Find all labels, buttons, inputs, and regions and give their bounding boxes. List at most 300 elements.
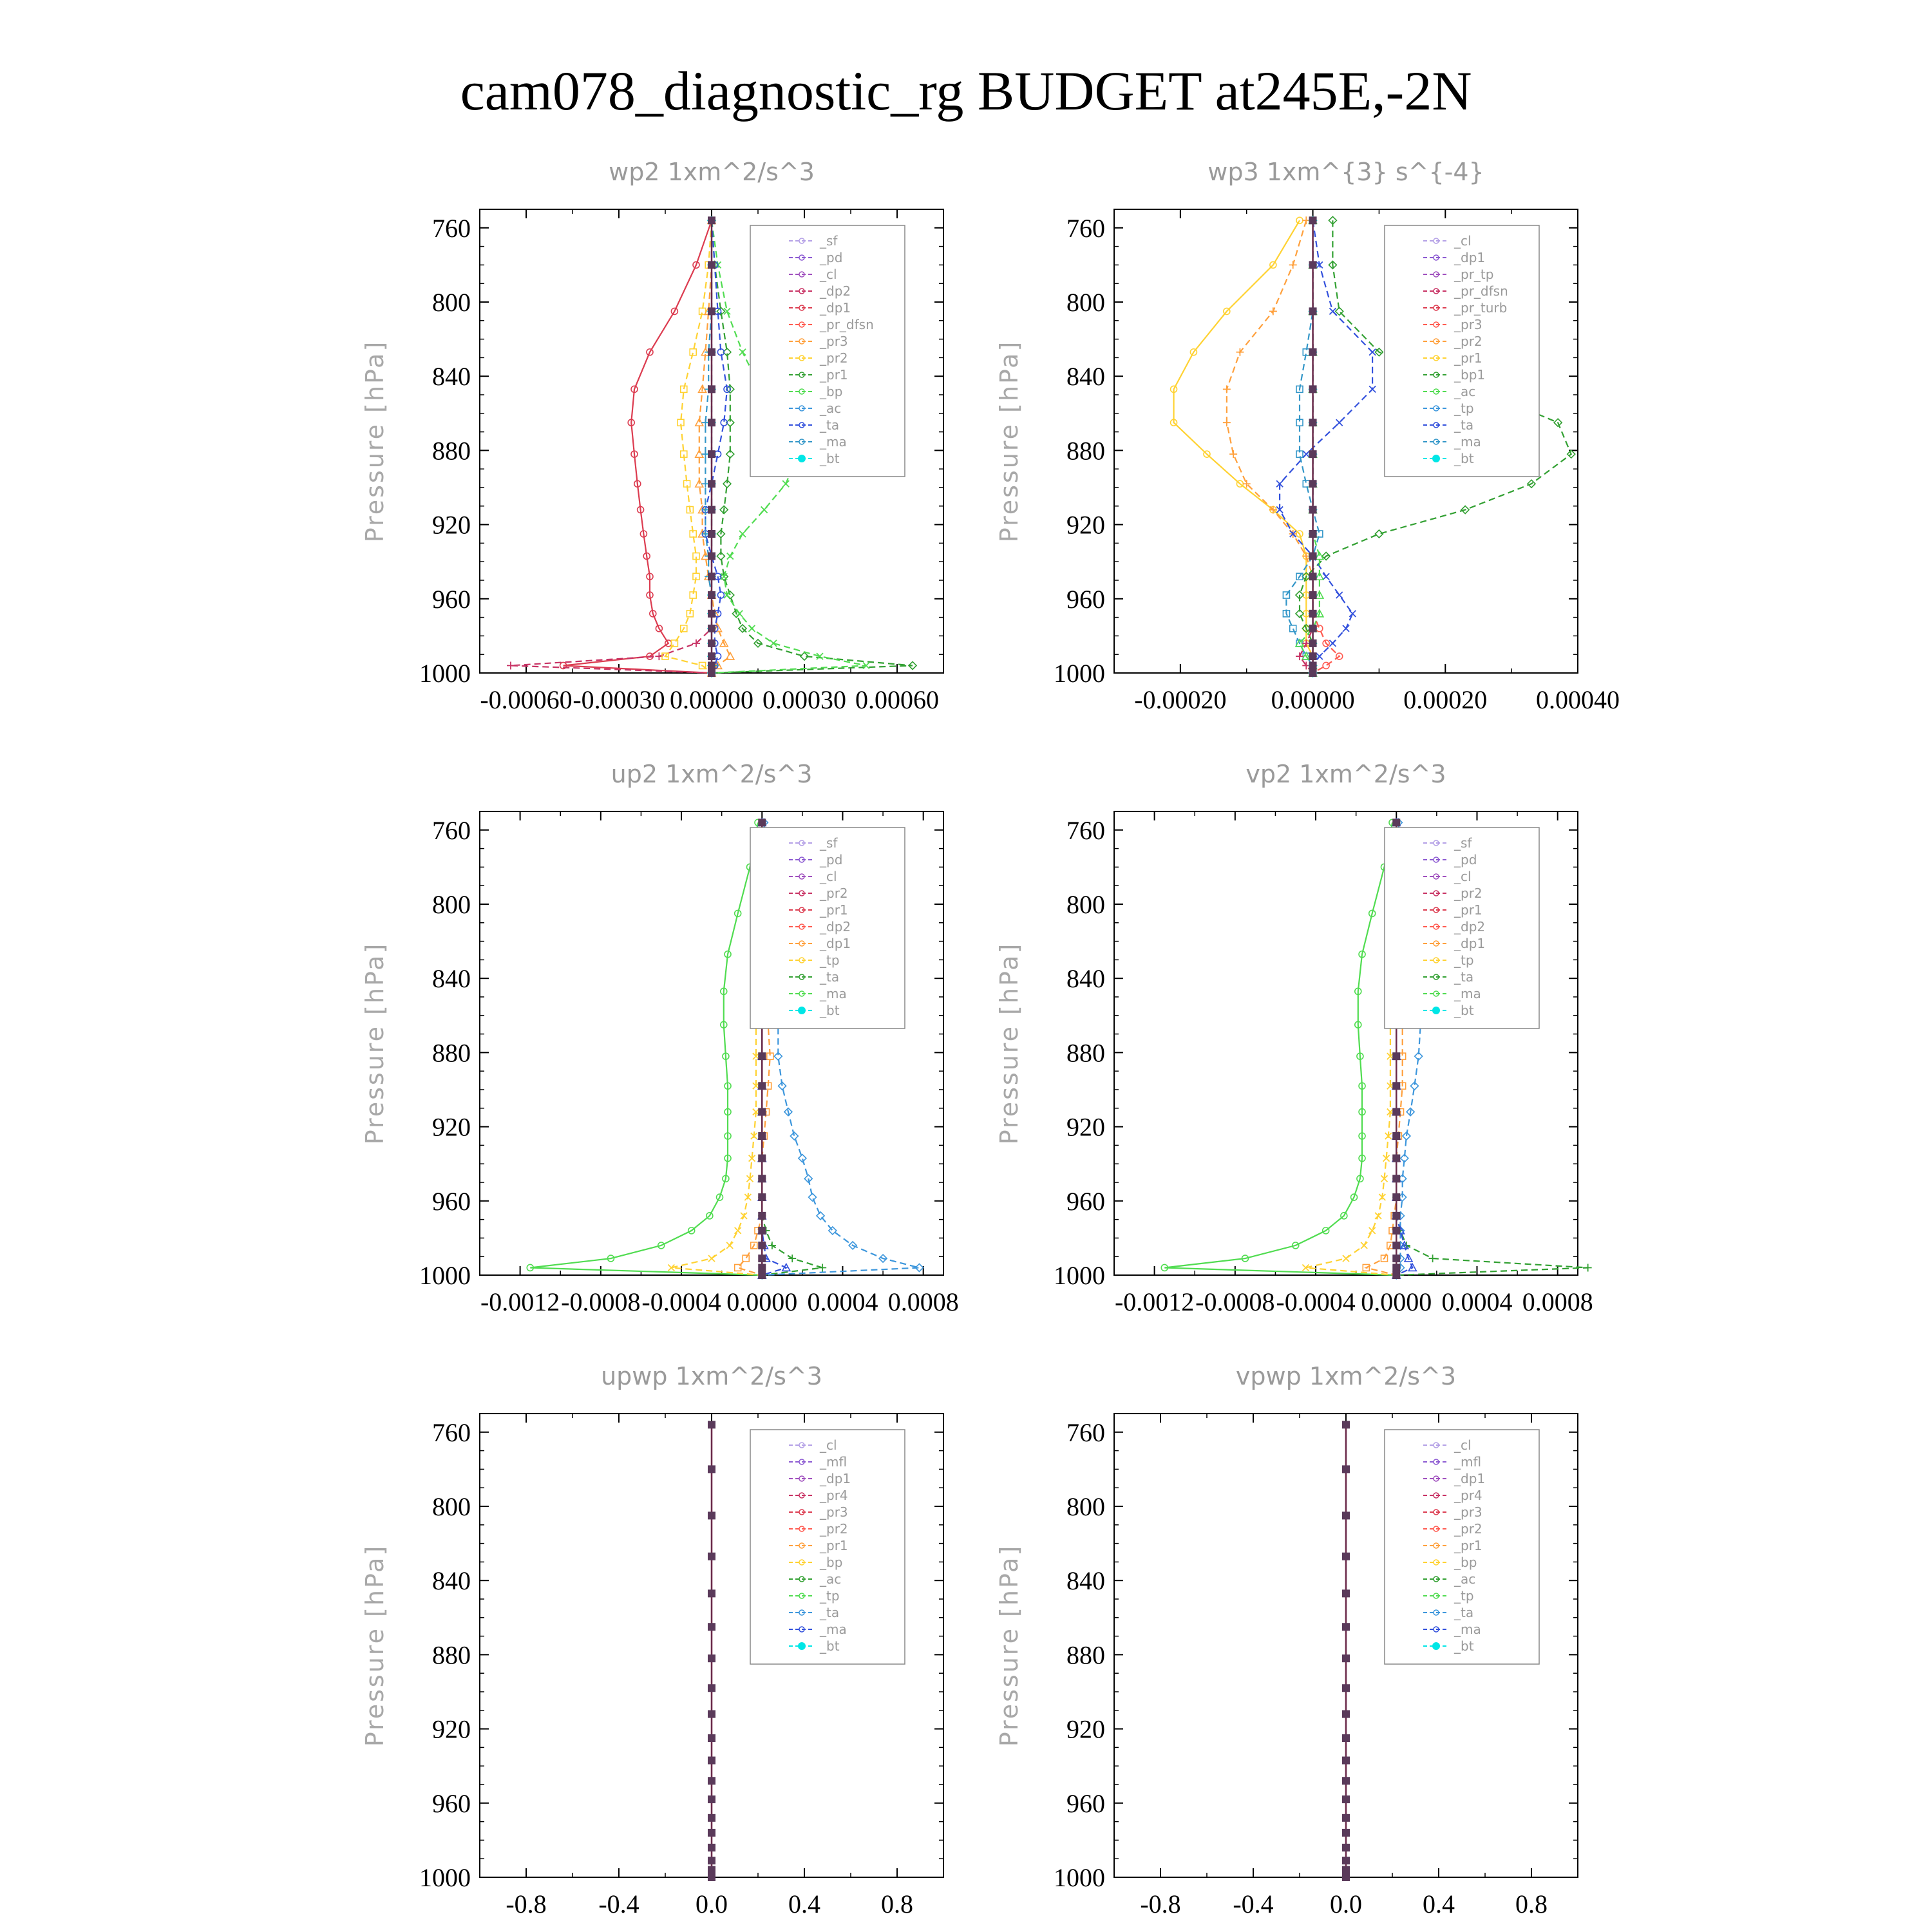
legend-label: _dp1 [1454, 936, 1486, 951]
y-tick-label: 920 [1066, 1112, 1105, 1142]
zero-marker [708, 307, 715, 315]
legend-label: _pr3 [820, 334, 848, 349]
x-tick-label: 0.0004 [807, 1287, 878, 1316]
y-tick-label: 920 [432, 1112, 471, 1142]
zero-marker [708, 1465, 715, 1473]
legend-label: _sf [820, 233, 838, 249]
legend-label: _bt [820, 1003, 840, 1018]
legend-marker [1432, 1642, 1440, 1650]
y-tick-label: 760 [1066, 1417, 1105, 1447]
legend-label: _ac [1454, 384, 1476, 399]
x-tick-label: -0.00060 [480, 685, 573, 714]
data-point_pr2 [1223, 385, 1231, 393]
zero-marker [1309, 652, 1317, 660]
x-tick-label: -0.8 [506, 1889, 547, 1918]
data-point_bp [727, 553, 734, 560]
zero-marker [708, 1589, 715, 1597]
zero-marker [708, 450, 715, 458]
series-line_pr1 [1174, 220, 1313, 673]
legend-label: _pr2 [820, 1521, 848, 1537]
x-tick-label: 0.00000 [1271, 685, 1355, 714]
y-tick-label: 880 [432, 1640, 471, 1670]
y-tick-label: 800 [432, 890, 471, 919]
y-tick-label: 840 [1066, 362, 1105, 392]
zero-marker [708, 419, 715, 426]
zero-marker [708, 1553, 715, 1560]
data-point_dp2 [788, 1255, 796, 1262]
legend-label: _ma [1454, 986, 1481, 1001]
y-tick-label: 840 [432, 964, 471, 994]
x-tick-label: -0.0012 [1114, 1287, 1195, 1316]
legend-label: _pr2 [820, 350, 848, 366]
legend-label: _bp [820, 384, 843, 399]
panel-title: vp2 1xm^2/s^3 [1245, 760, 1446, 788]
y-tick-label: 1000 [419, 659, 471, 688]
zero-marker [1309, 506, 1317, 514]
legend-label: _pd [820, 250, 843, 265]
data-point_pr2 [1223, 419, 1231, 426]
legend-label: _cl [820, 869, 837, 884]
chart-panel-1 [361, 158, 943, 714]
x-tick-label: -0.0004 [641, 1287, 721, 1316]
x-tick-label: 0.8 [1515, 1889, 1548, 1918]
x-tick-label: 0.0004 [1441, 1287, 1513, 1316]
x-tick-label: 0.00040 [1536, 685, 1620, 714]
series-line_dp1 [530, 822, 762, 1275]
zero-marker [708, 261, 715, 269]
x-tick-label: 0.00060 [855, 685, 939, 714]
legend-label: _sf [1454, 835, 1472, 851]
zero-marker [708, 1684, 715, 1692]
x-tick-label: 0.00020 [1403, 685, 1488, 714]
y-axis-label: Pressure [hPa] [361, 339, 389, 543]
series-line_dp1 [564, 220, 712, 673]
legend-label: _pr2 [820, 886, 848, 901]
legend-label: _sf [820, 835, 838, 851]
zero-marker [708, 1795, 715, 1803]
y-tick-label: 1000 [1054, 659, 1105, 688]
data-point_bp [761, 507, 768, 513]
zero-marker [758, 1255, 766, 1262]
legend-label: _bt [820, 1638, 840, 1654]
data-point_pr3 [1323, 662, 1329, 668]
legend-label: _cl [1454, 233, 1472, 249]
y-tick-label: 920 [432, 510, 471, 540]
zero-marker [1392, 1175, 1400, 1182]
zero-marker [1309, 216, 1317, 224]
zero-marker [1342, 1757, 1350, 1765]
data-point_bp [748, 625, 755, 632]
legend-label: _pr1 [1454, 1538, 1482, 1553]
zero-marker [1392, 1212, 1400, 1220]
legend-label: _pr4 [1454, 1488, 1482, 1503]
legend-label: _dp1 [1454, 250, 1486, 265]
zero-marker [758, 1155, 766, 1162]
zero-marker [708, 610, 715, 618]
x-tick-label: -0.4 [598, 1889, 639, 1918]
data-point_ta [1349, 611, 1356, 617]
zero-marker [758, 1271, 766, 1279]
legend-label: _pr2 [1454, 886, 1482, 901]
y-tick-label: 920 [432, 1714, 471, 1744]
y-tick-label: 800 [1066, 288, 1105, 317]
data-point_pr1 [1343, 1255, 1349, 1262]
data-point_ta [1329, 640, 1336, 647]
zero-marker [708, 1734, 715, 1742]
legend-label: _dp2 [1454, 919, 1486, 934]
y-tick-label: 1000 [1054, 1261, 1105, 1290]
zero-marker [1309, 307, 1317, 315]
data-point_bp [739, 531, 746, 537]
zero-marker [708, 1844, 715, 1852]
y-tick-label: 840 [432, 362, 471, 392]
y-tick-label: 760 [432, 1417, 471, 1447]
legend-label: _cl [1454, 869, 1472, 884]
legend-marker [1432, 455, 1440, 462]
data-point_dp2 [1429, 1255, 1437, 1262]
zero-marker [708, 591, 715, 599]
data-point_dp2 [768, 1242, 776, 1249]
zero-marker [1309, 450, 1317, 458]
legend-marker [798, 455, 806, 462]
legend-label: _pr2 [1454, 334, 1482, 349]
zero-marker [1342, 1777, 1350, 1785]
zero-marker [1392, 1271, 1400, 1279]
zero-marker [1392, 1132, 1400, 1140]
legend-label: _ac [1454, 1571, 1476, 1587]
y-tick-label: 960 [1066, 584, 1105, 614]
chart-panels [361, 158, 1620, 1918]
zero-marker [1309, 639, 1317, 647]
y-axis-label: Pressure [hPa] [995, 1544, 1023, 1747]
zero-marker [1392, 1082, 1400, 1090]
zero-marker [1342, 1511, 1350, 1519]
zero-marker [1342, 1623, 1350, 1631]
zero-marker [708, 1654, 715, 1662]
legend-label: _tp [1454, 401, 1474, 416]
y-axis-label: Pressure [hPa] [361, 1544, 389, 1747]
legend-label: _ac [820, 1571, 842, 1587]
zero-marker [1392, 1264, 1400, 1271]
x-tick-label: 0.0008 [887, 1287, 959, 1316]
x-tick-label: -0.0008 [561, 1287, 641, 1316]
y-tick-label: 880 [432, 436, 471, 466]
x-tick-label: 0.0 [1330, 1889, 1362, 1918]
legend-label: _pr3 [1454, 1504, 1482, 1520]
data-point_pr1 [726, 1242, 733, 1249]
zero-marker [1309, 661, 1317, 669]
zero-marker [1309, 480, 1317, 488]
legend-label: _ma [1454, 434, 1481, 450]
data-point_pr2 [1289, 261, 1297, 269]
legend-label: _dp1 [820, 1471, 851, 1486]
zero-marker [1342, 1589, 1350, 1597]
legend-label: _tp [820, 1588, 840, 1604]
legend-label: _bt [1454, 451, 1474, 466]
zero-marker [708, 1814, 715, 1822]
series-line_pr1 [1305, 822, 1396, 1275]
series-line_pr2 [665, 220, 712, 673]
data-point_ta [1323, 573, 1329, 580]
zero-marker [708, 1829, 715, 1837]
zero-marker [758, 1108, 766, 1116]
zero-marker [1342, 1857, 1350, 1864]
panel-title: up2 1xm^2/s^3 [611, 760, 813, 788]
y-tick-label: 960 [432, 1186, 471, 1216]
legend-label: _bp [1454, 1555, 1477, 1570]
series-line_pr3 [699, 220, 730, 673]
chart-panel-5 [361, 1362, 943, 1918]
zero-marker [708, 652, 715, 660]
legend-label: _bt [1454, 1003, 1474, 1018]
legend-label: _cl [820, 267, 837, 282]
panel-title: wp3 1xm^{3} s^{-4} [1208, 158, 1484, 186]
y-tick-label: 1000 [1054, 1863, 1105, 1892]
legend-label: _ta [1454, 969, 1474, 985]
y-tick-label: 840 [1066, 1566, 1105, 1596]
zero-marker [708, 216, 715, 224]
data-point_ta [1343, 625, 1349, 632]
y-axis-label: Pressure [hPa] [995, 942, 1023, 1145]
y-axis-label: Pressure [hPa] [995, 339, 1023, 543]
legend-label: _pr1 [820, 902, 848, 918]
zero-marker [1392, 1155, 1400, 1162]
legend-label: _tp [820, 952, 840, 968]
legend-label: _ta [820, 1605, 840, 1620]
legend-label: _cl [820, 1437, 837, 1453]
x-tick-label: -0.0004 [1276, 1287, 1356, 1316]
data-point_pr2 [743, 1255, 749, 1262]
series-line_pr1 [671, 822, 762, 1275]
y-tick-label: 800 [432, 1492, 471, 1521]
data-point_ta [1336, 419, 1343, 426]
zero-marker [1309, 419, 1317, 426]
x-tick-label: -0.00030 [573, 685, 665, 714]
y-tick-label: 920 [1066, 1714, 1105, 1744]
zero-marker [1309, 573, 1317, 580]
y-tick-label: 960 [432, 584, 471, 614]
data-point_ta [1336, 592, 1343, 598]
legend-label: _pr3 [820, 1504, 848, 1520]
y-tick-label: 760 [432, 213, 471, 243]
data-point_bp [739, 349, 746, 355]
zero-marker [1342, 1684, 1350, 1692]
data-point_pr2 [1229, 450, 1237, 458]
zero-marker [1342, 1710, 1350, 1718]
legend-label: _ma [1454, 1622, 1481, 1637]
zero-marker [1342, 1734, 1350, 1742]
zero-marker [708, 1757, 715, 1765]
x-tick-label: -0.0012 [480, 1287, 560, 1316]
legend-label: _bp [820, 1555, 843, 1570]
data-point_dp2 [1584, 1264, 1592, 1271]
zero-marker [1309, 348, 1317, 356]
legend-label: _cl [1454, 1437, 1472, 1453]
data-point_pr2 [1269, 307, 1277, 315]
y-tick-label: 880 [1066, 1640, 1105, 1670]
zero-marker [1342, 1814, 1350, 1822]
chart-panel-6 [995, 1362, 1578, 1918]
data-point_bp1 [1375, 530, 1383, 538]
y-tick-label: 880 [432, 1038, 471, 1068]
zero-marker [708, 1777, 715, 1785]
x-tick-label: -0.0008 [1195, 1287, 1275, 1316]
data-point_pr1 [1369, 1227, 1376, 1234]
legend-label: _pr4 [820, 1488, 848, 1503]
x-tick-label: 0.4 [788, 1889, 820, 1918]
y-tick-label: 840 [432, 1566, 471, 1596]
x-tick-label: 0.8 [881, 1889, 913, 1918]
zero-marker [708, 661, 715, 669]
zero-marker [1342, 1421, 1350, 1428]
x-tick-label: 0.4 [1423, 1889, 1455, 1918]
zero-marker [1309, 553, 1317, 560]
panel-title: wp2 1xm^2/s^3 [609, 158, 815, 186]
zero-marker [708, 1857, 715, 1864]
legend-label: _ta [1454, 417, 1474, 433]
legend-label: _mfl [1454, 1454, 1482, 1470]
zero-marker [1342, 1844, 1350, 1852]
zero-marker [1392, 1052, 1400, 1060]
zero-marker [758, 1227, 766, 1235]
legend-label: _ac [820, 401, 842, 416]
zero-marker [708, 1710, 715, 1718]
legend-label: _pr1 [1454, 902, 1482, 918]
legend-label: _dp1 [1454, 1471, 1486, 1486]
y-tick-label: 760 [1066, 815, 1105, 845]
legend-label: _pr1 [820, 367, 848, 383]
x-tick-label: 0.0000 [1361, 1287, 1432, 1316]
zero-marker [708, 1866, 715, 1873]
x-tick-label: -0.00020 [1134, 685, 1227, 714]
legend-marker [798, 1642, 806, 1650]
zero-marker [708, 1511, 715, 1519]
panel-title: upwp 1xm^2/s^3 [601, 1362, 822, 1390]
legend-label: _pr1 [1454, 350, 1482, 366]
zero-marker [708, 1873, 715, 1881]
zero-marker [1342, 1866, 1350, 1873]
legend-label: _tp [1454, 952, 1474, 968]
zero-marker [758, 1175, 766, 1182]
legend-label: _bt [1454, 1638, 1474, 1654]
legend-label: _pr_dfsn [820, 317, 874, 332]
data-point_tp [799, 1155, 806, 1162]
zero-marker [1342, 1829, 1350, 1837]
legend-label: _ma [820, 1622, 847, 1637]
zero-marker [708, 385, 715, 393]
zero-marker [1392, 1193, 1400, 1201]
zero-marker [1392, 1108, 1400, 1116]
zero-marker [1342, 1873, 1350, 1881]
zero-marker [1392, 1255, 1400, 1262]
series-line_ac [1300, 220, 1320, 673]
zero-marker [708, 669, 715, 677]
legend-label: _tp [1454, 1588, 1474, 1604]
data-point_dp2 [507, 661, 515, 669]
data-point_bp [782, 480, 789, 487]
y-axis-label: Pressure [hPa] [361, 942, 389, 1145]
figure-title: cam078_diagnostic_rg BUDGET at245E,-2N [460, 60, 1472, 122]
legend-label: _dp1 [820, 936, 851, 951]
legend-label: _pr2 [1454, 1521, 1482, 1537]
zero-marker [708, 1623, 715, 1631]
legend-label: _pd [1454, 852, 1477, 867]
legend-label: _pr1 [820, 1538, 848, 1553]
zero-marker [1309, 591, 1317, 599]
data-point_pr3 [726, 652, 734, 659]
zero-marker [758, 1193, 766, 1201]
zero-marker [1342, 1795, 1350, 1803]
data-point_ma [1290, 625, 1296, 632]
zero-marker [758, 1242, 766, 1249]
legend-label: _dp2 [820, 919, 851, 934]
zero-marker [1309, 261, 1317, 269]
zero-marker [758, 1132, 766, 1140]
y-tick-label: 960 [1066, 1788, 1105, 1818]
zero-marker [708, 639, 715, 647]
data-point_dp2 [819, 1264, 826, 1271]
series-line_dp2 [511, 220, 712, 673]
zero-marker [1342, 1654, 1350, 1662]
y-tick-label: 960 [1066, 1186, 1105, 1216]
data-point_bp [736, 611, 743, 617]
y-tick-label: 880 [1066, 1038, 1105, 1068]
x-tick-label: 0.0 [696, 1889, 728, 1918]
legend-label: _dp1 [820, 300, 851, 316]
zero-marker [708, 573, 715, 580]
chart-panel-4 [995, 760, 1593, 1316]
y-tick-label: 800 [1066, 1492, 1105, 1521]
legend-label: _ma [820, 434, 847, 450]
legend-label: _pd [820, 852, 843, 867]
y-tick-label: 1000 [419, 1863, 471, 1892]
y-tick-label: 760 [1066, 213, 1105, 243]
chart-panel-2 [995, 158, 1620, 714]
y-tick-label: 840 [1066, 964, 1105, 994]
zero-marker [708, 480, 715, 488]
legend-label: _dp2 [820, 283, 851, 299]
x-tick-label: 0.00000 [670, 685, 753, 714]
legend-label: _mfl [820, 1454, 848, 1470]
legend-label: _ta [820, 969, 840, 985]
legend-label: _pr_tp [1454, 267, 1494, 282]
legend-label: _ma [820, 986, 847, 1001]
y-tick-label: 800 [1066, 890, 1105, 919]
zero-marker [1392, 1242, 1400, 1249]
zero-marker [758, 1082, 766, 1090]
y-tick-label: 760 [432, 815, 471, 845]
zero-marker [708, 348, 715, 356]
zero-marker [1342, 1465, 1350, 1473]
zero-marker [1309, 530, 1317, 538]
legend-label: _ta [1454, 1605, 1474, 1620]
zero-marker [758, 819, 766, 826]
legend-marker [798, 1007, 806, 1014]
legend-label: _pr_turb [1454, 300, 1508, 316]
legend-label: _pr_dfsn [1454, 283, 1508, 299]
zero-marker [1392, 819, 1400, 826]
legend-label: _pr3 [1454, 317, 1482, 332]
data-point_pr1 [1296, 217, 1303, 223]
legend-label: _bt [820, 451, 840, 466]
zero-marker [758, 1052, 766, 1060]
y-tick-label: 960 [432, 1788, 471, 1818]
zero-marker [1309, 625, 1317, 632]
panel-title: vpwp 1xm^2/s^3 [1235, 1362, 1457, 1390]
zero-marker [708, 1421, 715, 1428]
zero-marker [708, 553, 715, 560]
series-line_ta [1280, 220, 1372, 673]
